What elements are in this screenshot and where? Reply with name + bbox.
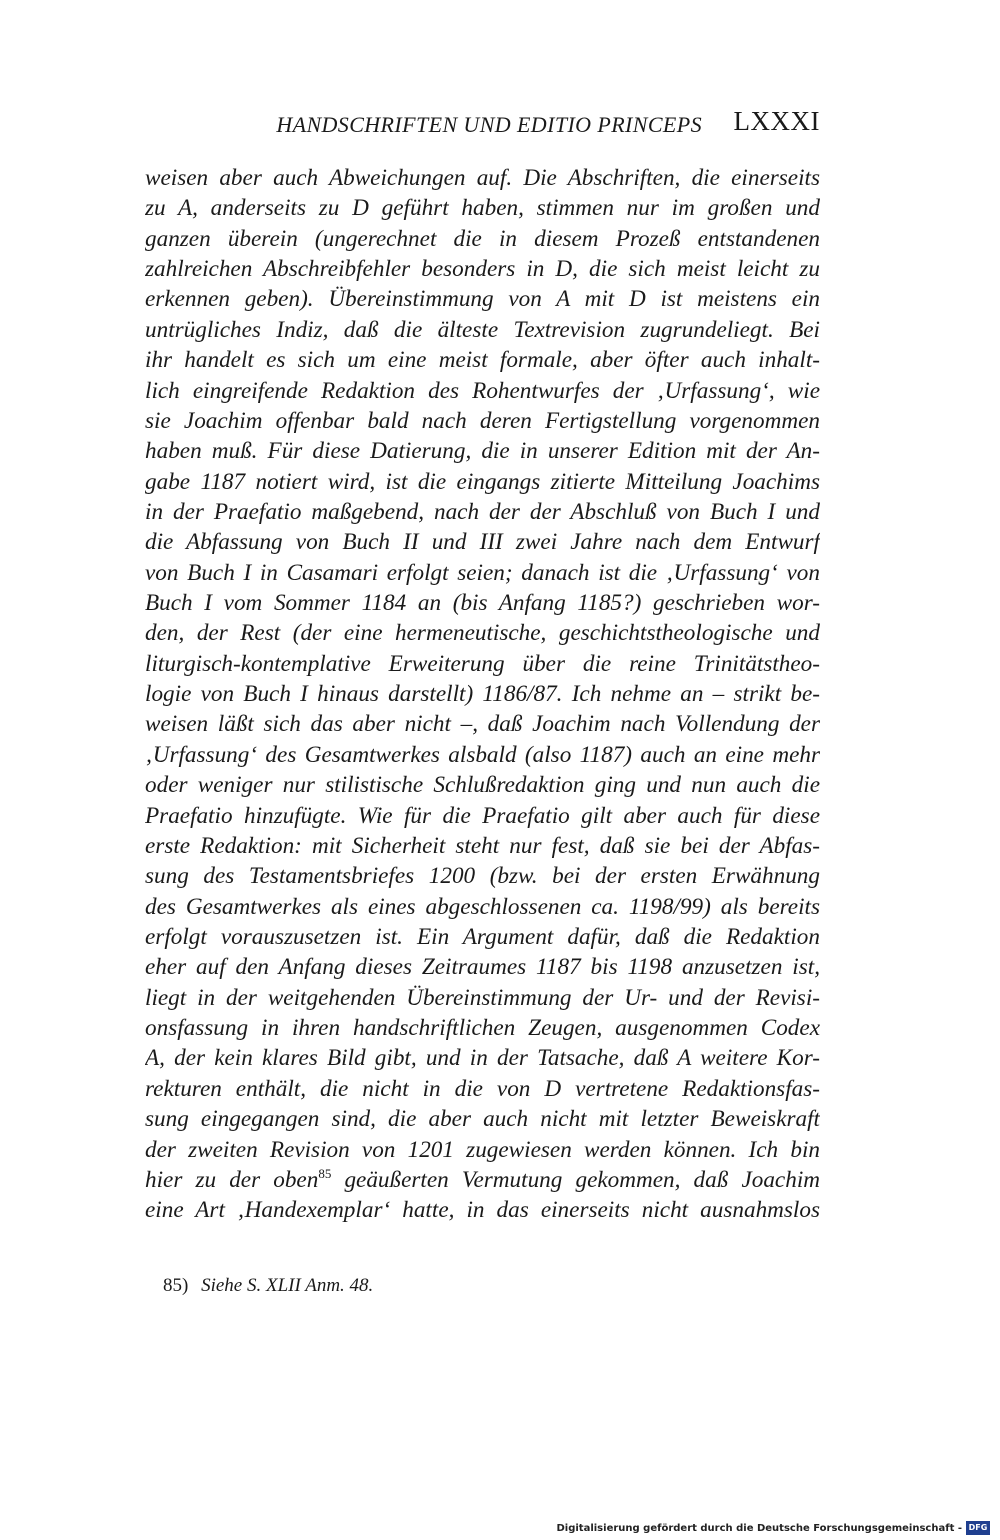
footnote-number: 85): [163, 1275, 189, 1296]
text-line: Buch I vom Sommer 1184 an (bis Anfang 1185?) geschrieben wor-: [145, 590, 820, 617]
text-line: eine Art ‚Handexemplar‘ hatte, in das einerseits nicht ausnahmslos: [145, 1197, 820, 1224]
text-line: logie von Buch I hinaus darstellt) 1186/87. Ich nehme an – strikt be-: [145, 681, 820, 708]
text-line: haben muß. Für diese Datierung, die in unserer Edition mit der An-: [145, 438, 820, 465]
page-number: LXXXI: [733, 106, 820, 136]
text-line: sie Joachim offenbar bald nach deren Fertigstellung vorgenommen: [145, 407, 820, 434]
text-line: zu A, anderseits zu D geführt haben, stimmen nur im großen und: [145, 195, 820, 222]
running-title: HANDSCHRIFTEN UND EDITIO PRINCEPS: [276, 112, 702, 137]
text-line: der zweiten Revision von 1201 zugewiesen werden können. Ich bin: [145, 1136, 820, 1163]
text-line: den, der Rest (der eine hermeneutische, geschichtstheologische und: [145, 620, 820, 647]
text-line: ihr handelt es sich um eine meist formale, aber öfter auch inhalt-: [145, 347, 820, 374]
footnote-reference: 85: [318, 1165, 332, 1181]
text-line: erfolgt vorauszusetzen ist. Ein Argument dafür, daß die Redaktion: [145, 923, 820, 950]
body-text: [145, 163, 820, 1226]
dfg-logo: DFG: [966, 1521, 990, 1535]
text-line: ‚Urfassung‘ des Gesamtwerkes alsbald (also 1187) auch an eine mehr: [145, 741, 820, 768]
text-line: onsfassung in ihren handschriftlichen Zeugen, ausgenommen Codex: [145, 1015, 820, 1042]
text-line: gabe 1187 notiert wird, ist die eingangs zitierte Mitteilung Joachims: [145, 468, 820, 495]
text-line-with-footnote-ref: [145, 1165, 820, 1195]
text-line: lich eingreifende Redaktion des Rohentwurfes der ‚Urfassung‘, wie: [145, 377, 820, 404]
text-line: rekturen enthält, die nicht in die von D vertretene Redaktionsfas-: [145, 1075, 820, 1102]
text-line: Praefatio hinzufügte. Wie für die Praefatio gilt aber auch für diese: [145, 802, 820, 829]
text-line: die Abfassung von Buch II und III zwei Jahre nach dem Entwurf: [145, 529, 820, 556]
text-line: ganzen überein (ungerechnet die in diesem Prozeß entstandenen: [145, 225, 820, 252]
text-line: zahlreichen Abschreibfehler besonders in D, die sich meist leicht zu: [145, 256, 820, 283]
digitization-credit: Digitalisierung gefördert durch die Deutsche Forschungsgemeinschaft -: [556, 1523, 962, 1534]
text-segment: geäußerten Vermutung gekommen, daß Joachim: [331, 1166, 820, 1193]
text-line: liturgisch-kontemplative Erweiterung über die reine Trinitätstheo-: [145, 650, 820, 677]
footnote-text: Siehe S. XLII Anm. 48.: [201, 1275, 374, 1296]
text-line: liegt in der weitgehenden Übereinstimmung der Ur- und der Revisi-: [145, 984, 820, 1011]
text-segment: hier zu der oben: [145, 1166, 319, 1193]
text-line: weisen läßt sich das aber nicht –, daß Joachim nach Vollendung der: [145, 711, 820, 738]
text-line: in der Praefatio maßgebend, nach der der Abschluß von Buch I und: [145, 498, 820, 525]
text-line: des Gesamtwerkes als eines abgeschlossenen ca. 1198/99) als bereits: [145, 893, 820, 920]
footnote: [163, 1275, 373, 1297]
text-line: eher auf den Anfang dieses Zeitraumes 1187 bis 1198 anzusetzen ist,: [145, 954, 820, 981]
text-line: sung des Testamentsbriefes 1200 (bzw. bei der ersten Erwähnung: [145, 863, 820, 890]
text-line: sung eingegangen sind, die aber auch nicht mit letzter Beweiskraft: [145, 1106, 820, 1133]
text-line: erste Redaktion: mit Sicherheit steht nur fest, daß sie bei der Abfas-: [145, 832, 820, 859]
text-line: erkennen geben). Übereinstimmung von A mit D ist meistens ein: [145, 286, 820, 313]
text-line: untrügliches Indiz, daß die älteste Textrevision zugrundeliegt. Bei: [145, 316, 820, 343]
text-line: von Buch I in Casamari erfolgt seien; danach ist die ‚Urfassung‘ von: [145, 559, 820, 586]
text-line: weisen aber auch Abweichungen auf. Die Abschriften, die einerseits: [145, 165, 820, 191]
text-line: oder weniger nur stilistische Schlußredaktion ging und nun auch die: [145, 772, 820, 799]
text-line: A, der kein klares Bild gibt, und in der Tatsache, daß A weitere Kor-: [145, 1045, 820, 1072]
page-header: [145, 104, 820, 144]
